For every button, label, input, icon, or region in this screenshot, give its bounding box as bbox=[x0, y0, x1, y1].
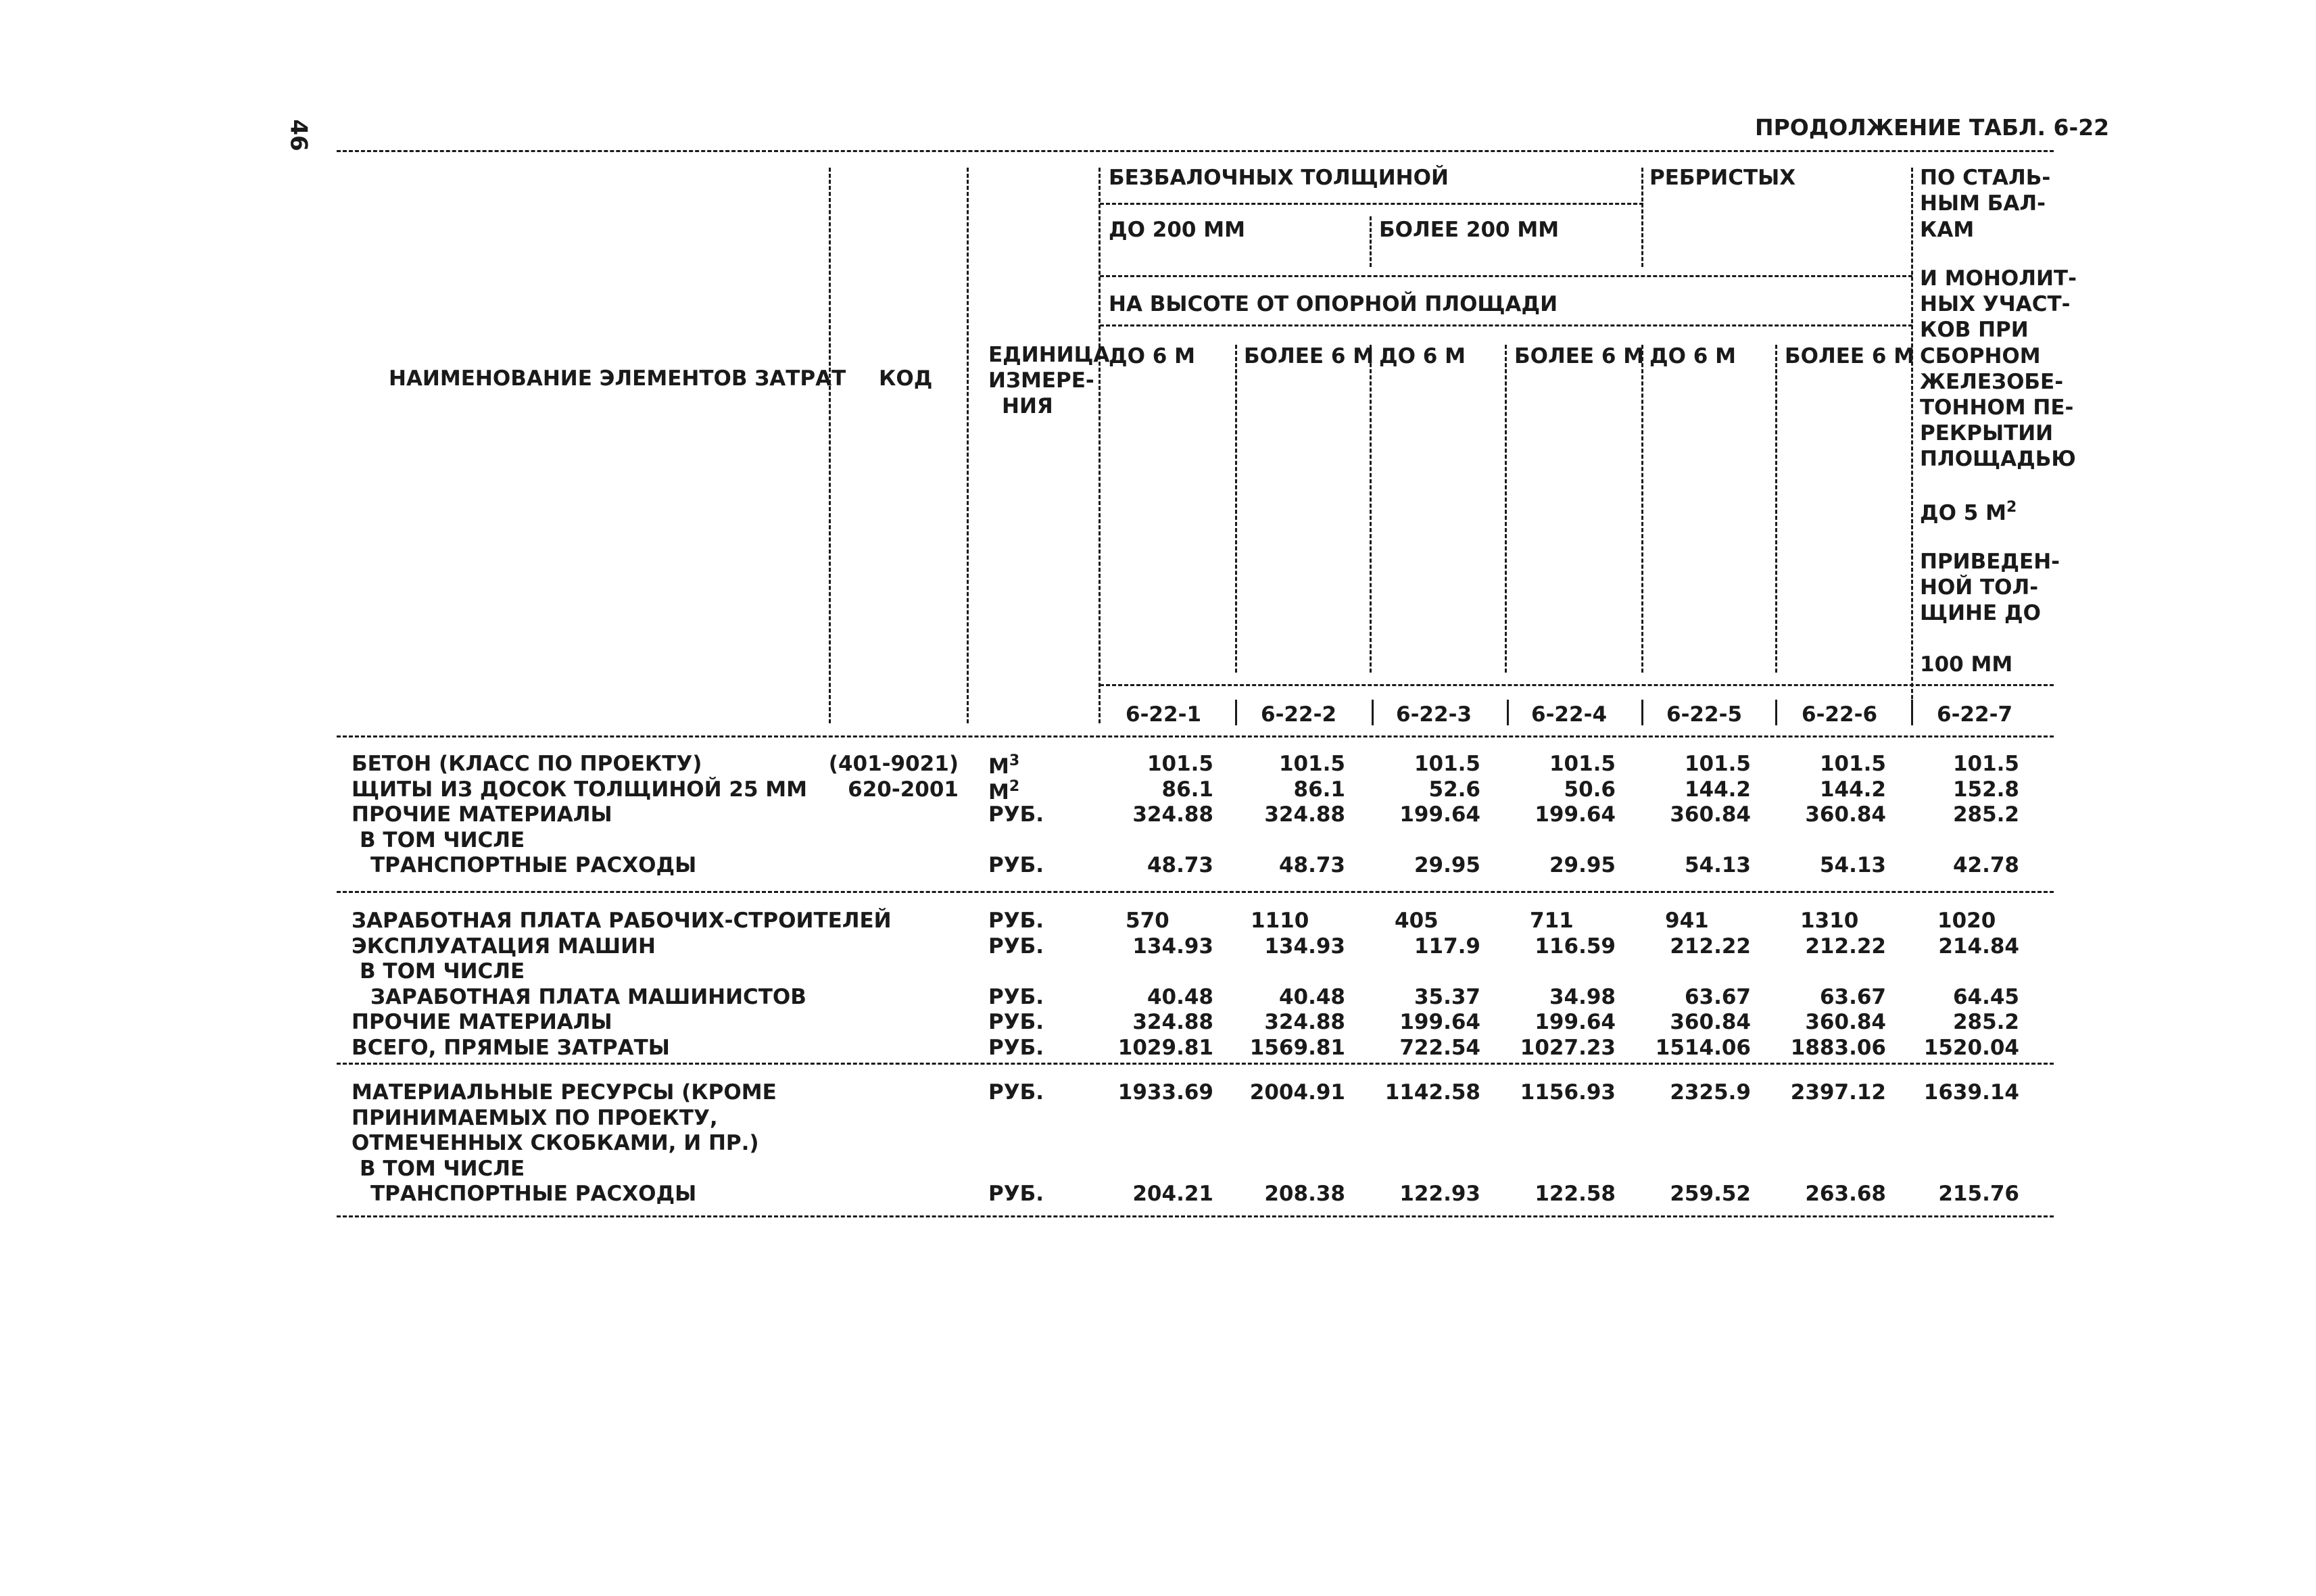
row-value: 48.73 bbox=[1278, 853, 1345, 877]
header-unit-line-1: ЕДИНИЦА bbox=[988, 343, 1110, 367]
row-value: 570 bbox=[1126, 909, 1169, 933]
row-name: ТРАНСПОРТНЫЕ РАСХОДЫ bbox=[370, 1182, 697, 1206]
col-code-7: 6-22-7 bbox=[1937, 702, 2013, 727]
row-value: 63.67 bbox=[1684, 984, 1751, 1009]
row-unit-text: РУБ. bbox=[988, 1080, 1044, 1105]
row-value: 360.84 bbox=[1805, 1010, 1886, 1034]
header-unit-line-3: НИЯ bbox=[1002, 394, 1053, 418]
header-col6-bolee6: БОЛЕЕ 6 М bbox=[1785, 344, 1915, 368]
row-unit-text: М bbox=[988, 779, 1009, 804]
row-value: 1310 bbox=[1800, 909, 1859, 933]
page-number: 46 bbox=[285, 119, 312, 151]
row-unit bbox=[988, 1082, 1044, 1103]
vline-code-c2 bbox=[1235, 700, 1237, 725]
header-unit-line-2: ИЗМЕРЕ- bbox=[988, 368, 1094, 393]
row-value: 941 bbox=[1665, 909, 1709, 933]
header-last-line-2: НЫМ БАЛ- bbox=[1920, 191, 2046, 216]
row-name: ЩИТЫ ИЗ ДОСОК ТОЛЩИНОЙ 25 ММ bbox=[352, 777, 808, 802]
header-rule-c bbox=[1100, 324, 1912, 327]
section-rule-1 bbox=[337, 891, 2054, 893]
vline-code-c6 bbox=[1775, 700, 1777, 725]
row-unit bbox=[988, 936, 1044, 957]
row-value: 101.5 bbox=[1414, 752, 1480, 776]
vline-unit bbox=[1099, 168, 1101, 723]
row-value: 263.68 bbox=[1805, 1182, 1886, 1206]
header-last-line-12 bbox=[1920, 500, 2017, 524]
row-value: 1569.81 bbox=[1249, 1035, 1345, 1060]
row-unit-text: М bbox=[988, 754, 1009, 779]
vline-code bbox=[967, 168, 969, 723]
row-value: 86.1 bbox=[1161, 777, 1213, 802]
row-name: ВСЕГО, ПРЯМЫЕ ЗАТРАТЫ bbox=[352, 1035, 670, 1060]
col-code-1: 6-22-1 bbox=[1126, 702, 1202, 727]
row-name: БЕТОН (КЛАСС ПО ПРОЕКТУ) bbox=[352, 752, 702, 776]
row-value: 101.5 bbox=[1819, 752, 1886, 776]
row-unit bbox=[988, 1184, 1044, 1205]
vline-code-c3 bbox=[1372, 700, 1374, 725]
row-value: 52.6 bbox=[1428, 777, 1480, 802]
vline-code-c5 bbox=[1641, 700, 1643, 725]
row-value: 144.2 bbox=[1684, 777, 1751, 802]
top-rule bbox=[337, 150, 2054, 152]
row-value: 1520.04 bbox=[1923, 1035, 2019, 1060]
row-unit bbox=[988, 804, 1044, 825]
header-col2-bolee6: БОЛЕЕ 6 М bbox=[1244, 344, 1374, 368]
row-value: 259.52 bbox=[1670, 1182, 1751, 1206]
header-col1-do6: ДО 6 М bbox=[1109, 344, 1195, 368]
row-value: 405 bbox=[1395, 909, 1439, 933]
row-value: 199.64 bbox=[1535, 1010, 1616, 1034]
row-value: 101.5 bbox=[1278, 752, 1345, 776]
row-value: 54.13 bbox=[1684, 853, 1751, 877]
row-name: МАТЕРИАЛЬНЫЕ РЕСУРСЫ (КРОМЕ bbox=[352, 1080, 777, 1105]
row-value: 134.93 bbox=[1264, 934, 1345, 959]
row-name: ЗАРАБОТНАЯ ПЛАТА РАБОЧИХ-СТРОИТЕЛЕЙ bbox=[352, 909, 892, 933]
col-code-3: 6-22-3 bbox=[1396, 702, 1472, 727]
header-sub-bolee200: БОЛЕЕ 200 ММ bbox=[1379, 218, 1560, 242]
header-last-line-8: ЖЕЛЕЗОБЕ- bbox=[1920, 370, 2064, 394]
row-name: В ТОМ ЧИСЛЕ bbox=[360, 959, 525, 984]
header-sub-do200: ДО 200 ММ bbox=[1109, 218, 1245, 242]
header-height-row: НА ВЫСОТЕ ОТ ОПОРНОЙ ПЛОЩАДИ bbox=[1109, 292, 1558, 316]
header-last-line-1: ПО СТАЛЬ- bbox=[1920, 166, 2051, 190]
vline-c6 bbox=[1775, 345, 1777, 673]
row-unit-text: РУБ. bbox=[988, 1182, 1044, 1206]
row-value: 40.48 bbox=[1147, 984, 1213, 1009]
header-group-rebr: РЕБРИСТЫХ bbox=[1649, 166, 1796, 190]
row-value: 324.88 bbox=[1132, 802, 1213, 827]
row-unit bbox=[988, 1035, 1044, 1060]
row-unit bbox=[988, 984, 1044, 1009]
bottom-rule bbox=[337, 1215, 2054, 1217]
row-value: 285.2 bbox=[1952, 802, 2019, 827]
row-value: 199.64 bbox=[1535, 802, 1616, 827]
row-unit-sup: 2 bbox=[1009, 777, 1020, 795]
row-value: 117.9 bbox=[1414, 934, 1480, 959]
header-last-do5: ДО 5 М bbox=[1920, 501, 2006, 525]
row-value: 711 bbox=[1530, 909, 1574, 933]
header-col3-do6: ДО 6 М bbox=[1379, 344, 1466, 368]
row-value: 199.64 bbox=[1399, 1010, 1480, 1034]
row-value: 1110 bbox=[1251, 909, 1309, 933]
row-value: 360.84 bbox=[1670, 802, 1751, 827]
header-last-line-16: 100 ММ bbox=[1920, 652, 2013, 677]
header-last-sup: 2 bbox=[2006, 499, 2017, 516]
vline-c5 bbox=[1641, 345, 1643, 673]
vline-rebr bbox=[1641, 168, 1643, 267]
row-value: 2004.91 bbox=[1249, 1080, 1345, 1105]
row-value: 324.88 bbox=[1264, 1010, 1345, 1034]
header-rule-b bbox=[1100, 275, 1912, 277]
row-value: 2397.12 bbox=[1790, 1080, 1886, 1105]
row-value: 63.67 bbox=[1819, 984, 1886, 1009]
row-value: 2325.9 bbox=[1670, 1080, 1751, 1105]
row-value: 199.64 bbox=[1399, 802, 1480, 827]
row-value: 54.13 bbox=[1819, 853, 1886, 877]
row-value: 1883.06 bbox=[1790, 1035, 1886, 1060]
vline-c2 bbox=[1235, 345, 1237, 673]
row-value: 134.93 bbox=[1132, 934, 1213, 959]
row-value: 50.6 bbox=[1564, 777, 1616, 802]
row-value: 324.88 bbox=[1132, 1010, 1213, 1034]
row-name: ПРИНИМАЕМЫХ ПО ПРОЕКТУ, bbox=[352, 1105, 718, 1130]
row-name: ЭКСПЛУАТАЦИЯ МАШИН bbox=[352, 934, 656, 959]
row-value: 86.1 bbox=[1293, 777, 1345, 802]
header-last-line-7: СБОРНОМ bbox=[1920, 344, 2041, 368]
section-rule-2 bbox=[337, 1063, 2054, 1065]
row-name: В ТОМ ЧИСЛЕ bbox=[360, 1156, 525, 1181]
header-col4-bolee6: БОЛЕЕ 6 М bbox=[1514, 344, 1645, 368]
vline-200 bbox=[1370, 216, 1372, 267]
row-unit-text: РУБ. bbox=[988, 802, 1044, 827]
header-bottom-rule bbox=[337, 735, 2054, 737]
row-value: 208.38 bbox=[1264, 1182, 1345, 1206]
header-group-bezbal: БЕЗБАЛОЧНЫХ ТОЛЩИНОЙ bbox=[1109, 166, 1449, 190]
row-value: 101.5 bbox=[1549, 752, 1616, 776]
header-rule-a bbox=[1100, 203, 1643, 205]
col-code-2: 6-22-2 bbox=[1261, 702, 1337, 727]
header-last-line-4: И МОНОЛИТ- bbox=[1920, 266, 2077, 291]
header-last-line-3: КАМ bbox=[1920, 218, 1975, 242]
row-value: 1933.69 bbox=[1117, 1080, 1213, 1105]
row-value: 204.21 bbox=[1132, 1182, 1213, 1206]
row-value: 1029.81 bbox=[1117, 1035, 1213, 1060]
header-code-col: КОД bbox=[879, 366, 933, 391]
row-value: 285.2 bbox=[1952, 1010, 2019, 1034]
row-value: 48.73 bbox=[1147, 853, 1213, 877]
header-last-line-14: НОЙ ТОЛ- bbox=[1920, 575, 2039, 600]
row-value: 1514.06 bbox=[1655, 1035, 1751, 1060]
row-value: 214.84 bbox=[1938, 934, 2019, 959]
header-last-line-5: НЫХ УЧАСТ- bbox=[1920, 292, 2071, 316]
row-value: 35.37 bbox=[1414, 984, 1480, 1009]
row-unit-text: РУБ. bbox=[988, 909, 1044, 933]
header-last-line-10: РЕКРЫТИИ bbox=[1920, 421, 2054, 445]
header-last-line-9: ТОННОМ ПЕ- bbox=[1920, 395, 2074, 420]
row-unit bbox=[988, 855, 1044, 876]
row-value: 34.98 bbox=[1549, 984, 1616, 1009]
row-value: 1020 bbox=[1937, 909, 1996, 933]
row-value: 42.78 bbox=[1952, 853, 2019, 877]
row-value: 152.8 bbox=[1952, 777, 2019, 802]
row-unit-text: РУБ. bbox=[988, 934, 1044, 959]
row-code: (401-9021) bbox=[828, 752, 959, 776]
header-last-line-15: ЩИНЕ ДО bbox=[1920, 601, 2041, 625]
row-value: 122.58 bbox=[1535, 1182, 1616, 1206]
row-value: 64.45 bbox=[1952, 984, 2019, 1009]
header-last-line-6: КОВ ПРИ bbox=[1920, 318, 2029, 342]
vline-c3 bbox=[1370, 345, 1372, 673]
row-value: 212.22 bbox=[1670, 934, 1751, 959]
row-unit bbox=[988, 1012, 1044, 1033]
vline-code-c7 bbox=[1911, 700, 1913, 725]
row-value: 101.5 bbox=[1684, 752, 1751, 776]
vline-c4 bbox=[1505, 345, 1507, 673]
row-value: 116.59 bbox=[1535, 934, 1616, 959]
row-value: 40.48 bbox=[1278, 984, 1345, 1009]
vline-code-c4 bbox=[1507, 700, 1509, 725]
col-code-5: 6-22-5 bbox=[1666, 702, 1743, 727]
row-unit-text: РУБ. bbox=[988, 853, 1044, 877]
row-value: 122.93 bbox=[1399, 1182, 1480, 1206]
row-value: 1027.23 bbox=[1520, 1035, 1616, 1060]
row-value: 360.84 bbox=[1670, 1010, 1751, 1034]
vline-name bbox=[829, 168, 831, 723]
row-unit-text: РУБ. bbox=[988, 1010, 1044, 1034]
row-value: 212.22 bbox=[1805, 934, 1886, 959]
row-unit bbox=[988, 779, 1019, 803]
row-unit-text: РУБ. bbox=[988, 1035, 1044, 1060]
header-col5-do6: ДО 6 М bbox=[1649, 344, 1736, 368]
row-value: 722.54 bbox=[1399, 1035, 1480, 1060]
row-code: 620-2001 bbox=[848, 777, 959, 802]
col-code-4: 6-22-4 bbox=[1531, 702, 1608, 727]
row-name: ОТМЕЧЕННЫХ СКОБКАМИ, И ПР.) bbox=[352, 1131, 759, 1155]
header-last-line-11: ПЛОЩАДЬЮ bbox=[1920, 447, 2076, 471]
row-value: 101.5 bbox=[1952, 752, 2019, 776]
row-name: ПРОЧИЕ МАТЕРИАЛЫ bbox=[352, 802, 612, 827]
row-value: 324.88 bbox=[1264, 802, 1345, 827]
row-name: В ТОМ ЧИСЛЕ bbox=[360, 827, 525, 852]
row-unit-text: РУБ. bbox=[988, 984, 1044, 1009]
row-value: 101.5 bbox=[1147, 752, 1213, 776]
header-last-line-13: ПРИВЕДЕН- bbox=[1920, 550, 2060, 574]
table-caption: ПРОДОЛЖЕНИЕ ТАБЛ. 6-22 bbox=[1755, 114, 2110, 141]
row-value: 1156.93 bbox=[1520, 1080, 1616, 1105]
header-name-col: НАИМЕНОВАНИЕ ЭЛЕМЕНТОВ ЗАТРАТ bbox=[389, 366, 846, 391]
row-value: 360.84 bbox=[1805, 802, 1886, 827]
row-unit-sup: 3 bbox=[1009, 752, 1020, 769]
row-name: ПРОЧИЕ МАТЕРИАЛЫ bbox=[352, 1010, 612, 1034]
row-value: 215.76 bbox=[1938, 1182, 2019, 1206]
row-unit bbox=[988, 911, 1044, 932]
row-name: ТРАНСПОРТНЫЕ РАСХОДЫ bbox=[370, 853, 697, 877]
row-value: 1639.14 bbox=[1923, 1080, 2019, 1105]
row-unit bbox=[988, 754, 1019, 777]
row-value: 144.2 bbox=[1819, 777, 1886, 802]
col-code-6: 6-22-6 bbox=[1802, 702, 1878, 727]
row-value: 29.95 bbox=[1549, 853, 1616, 877]
row-value: 29.95 bbox=[1414, 853, 1480, 877]
vline-last bbox=[1911, 168, 1913, 723]
row-name: ЗАРАБОТНАЯ ПЛАТА МАШИНИСТОВ bbox=[370, 984, 806, 1009]
row-value: 1142.58 bbox=[1384, 1080, 1480, 1105]
